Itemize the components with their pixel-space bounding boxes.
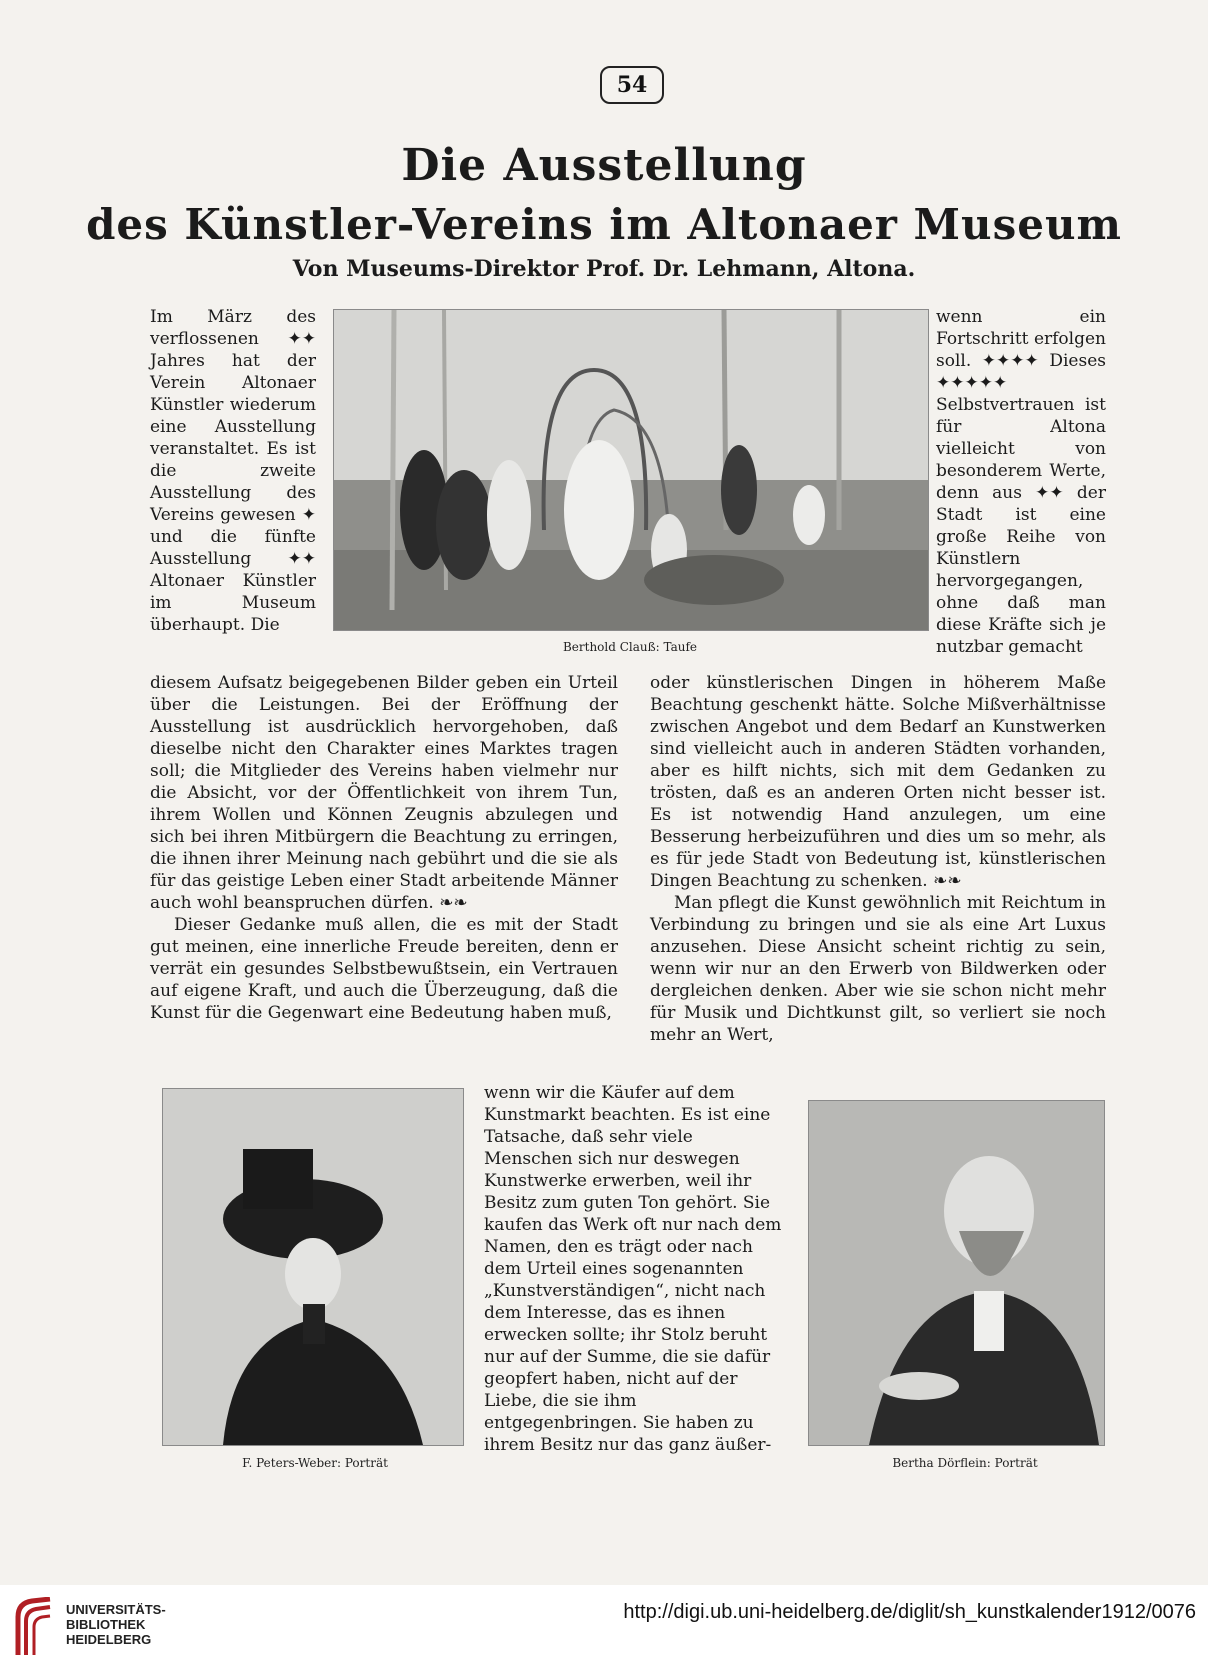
column-left-narrow: Im März des verflossenen ✦✦ Jahres hat der Verein Altonaer Künstler wiederum eine Ausstellung veranstaltet. Es ist die zweite Ausstellung des Vereins gewesen ✦ und die fünfte Ausstellung ✦✦ Altonaer Künstler im Museum überhaupt. Die bbox=[150, 307, 316, 635]
paragraph: Man pflegt die Kunst gewöhnlich mit Reichtum in Verbindung zu bringen und sie als eine Art Luxus anzusehen. Diese Ansicht scheint richtig zu sein, wenn wir nur an den Erwerb von Bildwerken oder dergleichen denken. Aber wie sie schon nicht mehr für Musik und Dichtkunst gilt, so verliert sie noch mehr an Wert, bbox=[650, 893, 1106, 1045]
footer-bar bbox=[0, 1585, 1208, 1674]
article-title-line-1: Die Ausstellung bbox=[401, 140, 807, 191]
column-middle: wenn wir die Käufer auf dem Kunstmarkt beachten. Es ist eine Tatsache, daß sehr viele Menschen sich nur deswegen Kunstwerke erwerben, weil ihr Besitz zum guten Ton gehört. Sie kaufen das Werk oft nur nach dem Namen, den es trägt oder nach dem Urteil eines sogenannten „Kunstverständigen“, nicht nach dem Interesse, das es ihnen erwecken sollte; ihr Stolz beruht nur auf der Summe, die sie dafür geopfert haben, nicht auf der Liebe, die sie ihm entgegenbringen. Sie haben zu ihrem Besitz nur das ganz äußer- bbox=[484, 1083, 782, 1455]
article-byline: Von Museums-Direktor Prof. Dr. Lehmann, Altona. bbox=[292, 256, 916, 282]
library-name bbox=[66, 1602, 166, 1647]
portrait-woman-image bbox=[163, 1089, 463, 1445]
paragraph: oder künstlerischen Dingen in höherem Maße Beachtung geschenkt hätte. Solche Mißverhältnisse zwischen Angebot und dem Bedarf an Kunstwerken sind vielleicht auch in anderen Städten vorhanden, aber es hilft nichts, sich mit dem Gedanken zu trösten, daß es an anderen Orten nicht besser ist. Es ist notwendig Hand anzulegen, um eine Besserung herbeizuführen und dies um so mehr, als es für jede Stadt von Bedeutung ist, künstlerischen Dingen Beachtung zu schenken. ❧❧ bbox=[650, 673, 1106, 891]
library-name-line: BIBLIOTHEK bbox=[66, 1617, 146, 1632]
figure-portrait-doerflein-caption: Bertha Dörflein: Porträt bbox=[892, 1456, 1038, 1470]
column-left-full bbox=[150, 672, 618, 1024]
article-title-line-2: des Künstler-Vereins im Altonaer Museum bbox=[86, 200, 1122, 249]
figure-portrait-peters-weber bbox=[162, 1088, 464, 1446]
figure-portrait-peters-weber-caption: F. Peters-Weber: Porträt bbox=[242, 1456, 388, 1470]
taufe-painting-image bbox=[334, 310, 928, 630]
library-name-line: HEIDELBERG bbox=[66, 1632, 152, 1647]
library-name-line: UNIVERSITÄTS- bbox=[66, 1602, 166, 1617]
portrait-man-image bbox=[809, 1101, 1104, 1445]
figure-taufe bbox=[333, 309, 929, 631]
paragraph: diesem Aufsatz beigegebenen Bilder geben ein Urteil über die Leistungen. Bei der Eröffnung der Ausstellung ist ausdrücklich hervorgehoben, daß dieselbe nicht den Charakter eines Marktes tragen soll; die Mitglieder des Vereins haben vielmehr nur die Absicht, vor der Öffentlichkeit von ihrem Tun, ihrem Wollen und Können Zeugnis abzulegen und sich bei ihren Mitbürgern die Beachtung zu erringen, die ihnen ihrer Meinung nach gebührt und die sie als für das geistige Leben einer Stadt arbeitende Männer auch wohl beanspruchen dürfen. ❧❧ bbox=[150, 673, 618, 913]
page-number: 54 bbox=[600, 66, 664, 104]
source-url-link[interactable]: http://digi.ub.uni-heidelberg.de/diglit/sh_kunstkalender1912/0076 bbox=[623, 1601, 1196, 1623]
figure-taufe-caption: Berthold Clauß: Taufe bbox=[562, 640, 698, 654]
paragraph: Dieser Gedanke muß allen, die es mit der Stadt gut meinen, eine innerliche Freude bereiten, denn er verrät ein gesundes Selbstbewußtsein, ein Vertrauen auf eigene Kraft, und auch die Überzeugung, daß die Kunst für die Gegenwart eine Bedeutung haben muß, bbox=[150, 915, 618, 1023]
column-right-narrow: wenn ein Fortschritt erfolgen soll. ✦✦✦✦ Dieses ✦✦✦✦✦ Selbstvertrauen ist für Altona vielleicht von besonderem Werte, denn aus ✦✦ der Stadt ist eine große Reihe von Künstlern hervorgegangen, ohne daß man diese Kräfte sich je nutzbar gemacht bbox=[936, 307, 1106, 657]
library-logo-icon bbox=[14, 1597, 54, 1659]
column-right-full bbox=[650, 672, 1106, 1046]
figure-portrait-doerflein bbox=[808, 1100, 1105, 1446]
